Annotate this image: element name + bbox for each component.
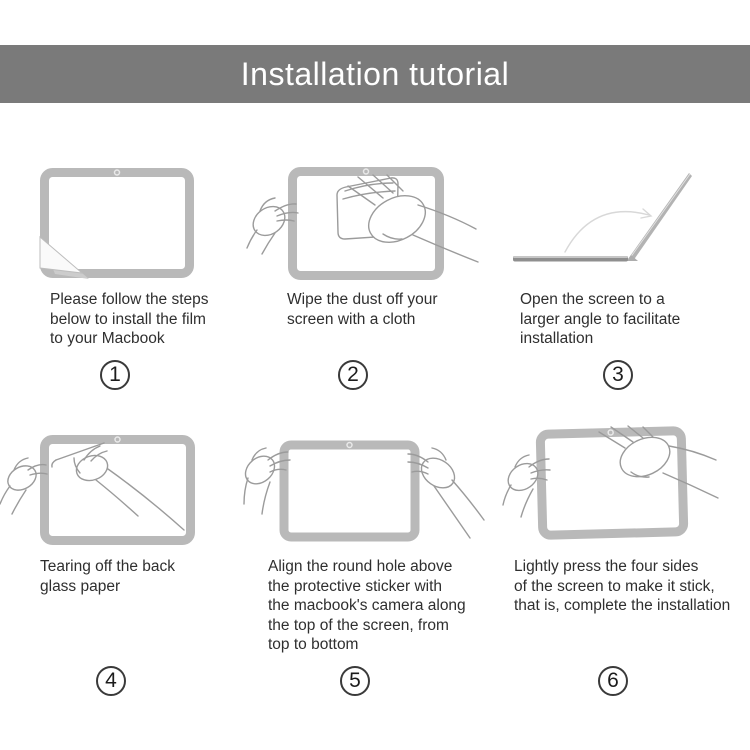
screen-frame [284, 445, 415, 537]
step-number-badge: 6 [598, 666, 628, 696]
step-number-badge: 1 [100, 360, 130, 390]
laptop-screen-highlight [630, 174, 690, 258]
step-caption: Please follow the steps below to install the film to your Macbook [50, 291, 209, 347]
step-caption: Wipe the dust off your screen with a cloth [287, 291, 438, 328]
step-5 [250, 420, 500, 720]
screen-frame [45, 440, 191, 541]
screen-frame [45, 173, 190, 274]
step-6 [500, 420, 750, 720]
open-angle-arrow-icon [565, 212, 649, 252]
screen-film-peel-illustration [37, 165, 197, 281]
step-caption: Tearing off the back glass paper [40, 558, 175, 595]
step-caption: Lightly press the four sides of the screen to make it stick, that is, complete the installation [514, 558, 731, 614]
header-banner [0, 45, 750, 103]
tear-back-paper-illustration [0, 428, 210, 553]
outside-hand-icon [0, 458, 47, 514]
step-4 [0, 420, 250, 720]
laptop-base-highlight [513, 256, 628, 258]
open-laptop-illustration [505, 162, 705, 272]
step-number-badge: 4 [96, 666, 126, 696]
step-caption: Align the round hole above the protective sticker with the macbook's camera along the top of the screen, from top to bottom [268, 558, 466, 653]
page-title: Installation tutorial [240, 55, 510, 92]
step-3 [500, 160, 750, 410]
step-number-badge: 5 [340, 666, 370, 696]
press-screen-illustration [503, 425, 728, 552]
step-number-badge: 2 [338, 360, 368, 390]
step-number-badge: 3 [603, 360, 633, 390]
step-1 [0, 160, 250, 410]
align-film-illustration [242, 428, 498, 553]
wipe-screen-illustration [245, 163, 493, 283]
step-2 [250, 160, 500, 410]
step-caption: Open the screen to a larger angle to facilitate installation [520, 291, 681, 347]
